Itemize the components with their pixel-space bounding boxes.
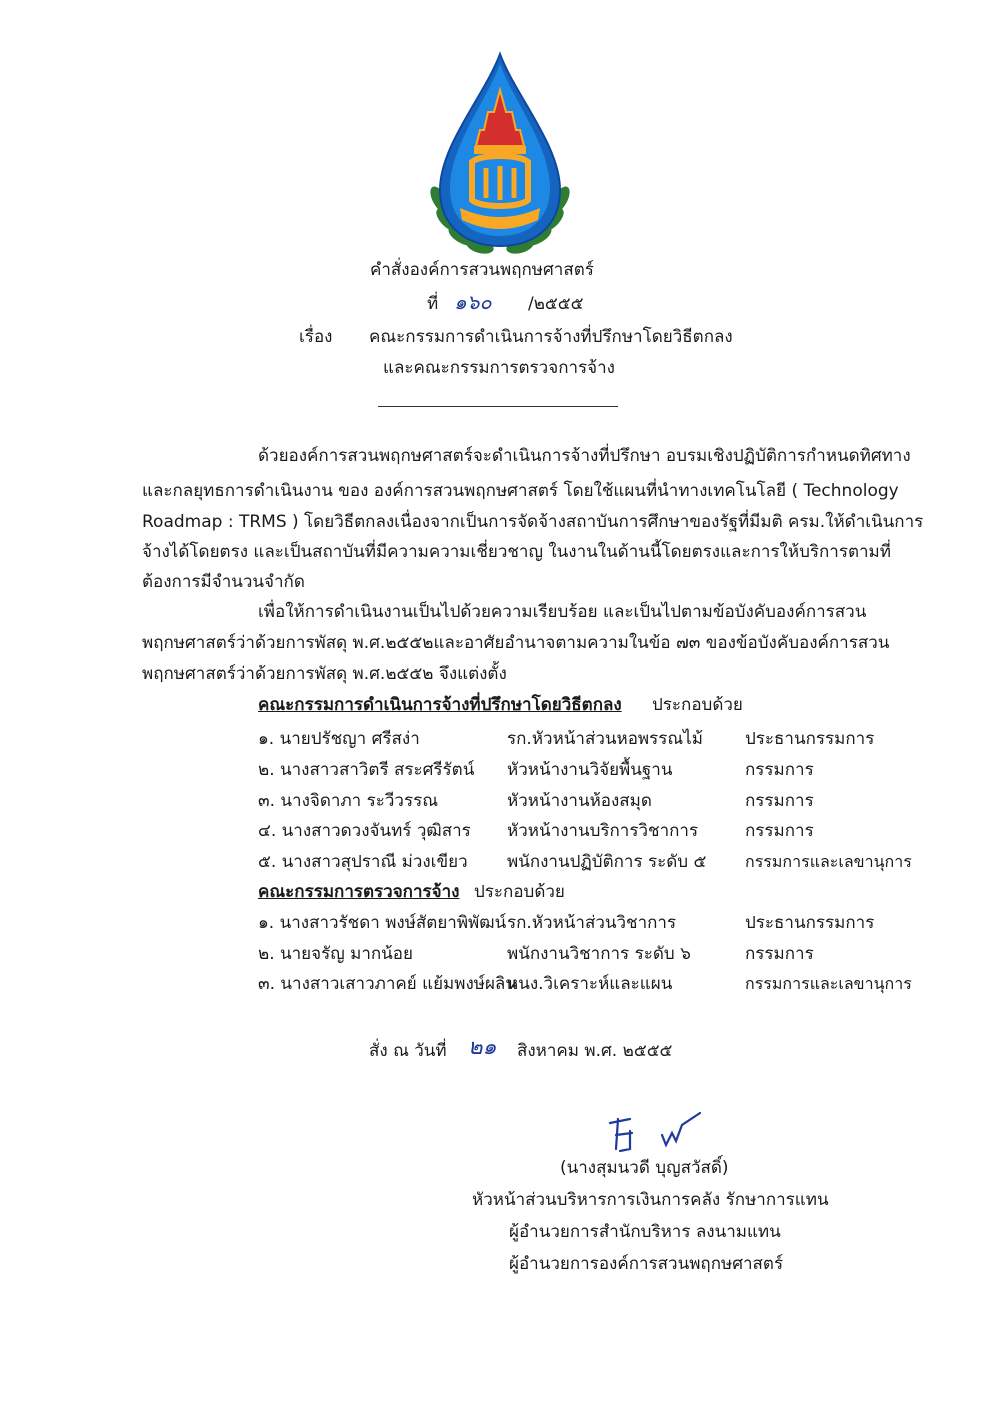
c1-member-3-name: ๓. นางจิดาภา ระวีวรรณ	[258, 791, 438, 811]
para2-line-1: เพื่อให้การดำเนินงานเป็นไปด้วยความเรียบร้อย และเป็นไปตามข้อบังคับองค์การสวน	[258, 602, 867, 622]
c1-member-2-position: หัวหน้างานวิจัยพื้นฐาน	[507, 760, 673, 780]
para1-line-5: ต้องการมีจำนวนจำกัด	[142, 572, 305, 592]
header-divider	[378, 406, 618, 407]
c1-member-5-name: ๕. นางสาวสุปราณี ม่วงเขียว	[258, 852, 468, 872]
subject-label: เรื่อง	[299, 327, 333, 347]
order-number-prefix: ที่	[427, 294, 439, 314]
order-title: คำสั่งองค์การสวนพฤกษศาสตร์	[370, 260, 594, 280]
signer-title-2: ผู้อำนวยการสำนักบริหาร ลงนามแทน	[509, 1222, 781, 1242]
c2-member-3-role: กรรมการและเลขานุการ	[745, 974, 912, 993]
signer-title-1: หัวหน้าส่วนบริหารการเงินการคลัง รักษาการแทน	[472, 1190, 829, 1210]
c1-member-4-role: กรรมการ	[745, 821, 814, 841]
order-number-year: /๒๕๕๕	[528, 294, 584, 314]
c1-member-3-position: หัวหน้างานห้องสมุด	[507, 791, 652, 811]
date-rest: สิงหาคม พ.ศ. ๒๕๕๕	[517, 1041, 673, 1061]
committee2-heading: คณะกรรมการตรวจการจ้าง	[258, 882, 460, 902]
c2-member-2-position: พนักงานวิชาการ ระดับ ๖	[507, 944, 691, 964]
c2-member-1-role: ประธานกรรมการ	[745, 913, 875, 933]
signer-title-3: ผู้อำนวยการองค์การสวนพฤกษศาสตร์	[509, 1254, 784, 1274]
c1-member-4-position: หัวหน้างานบริการวิชาการ	[507, 821, 699, 841]
handwritten-signature	[600, 1105, 710, 1155]
subject-line-2: และคณะกรรมการตรวจการจ้าง	[383, 358, 615, 378]
c2-member-1-name: ๑. นางสาวรัชดา พงษ์สัตยาพิพัฒน์	[258, 913, 507, 933]
para1-line-3: Roadmap : TRMS ) โดยวิธีตกลงเนื่องจากเป็นการจัดจ้างสถาบันการศึกษาของรัฐที่มีมติ ครม.ให้ดำเนินการ	[142, 512, 924, 532]
organization-logo	[420, 50, 580, 260]
c2-member-2-name: ๒. นายจรัญ มากน้อย	[258, 944, 413, 964]
signer-name: (นางสุมนวดี บุญสวัสดิ์)	[560, 1158, 729, 1178]
c1-member-2-role: กรรมการ	[745, 760, 814, 780]
committee1-suffix: ประกอบด้วย	[652, 695, 743, 715]
para1-line-2: และกลยุทธการดำเนินงาน ของ องค์การสวนพฤกษศาสตร์ โดยใช้แผนที่นำทางเทคโนโลยี ( Technology	[142, 481, 899, 501]
c1-member-1-position: รก.หัวหน้าส่วนหอพรรณไม้	[507, 729, 703, 749]
c1-member-4-name: ๔. นางสาวดวงจันทร์ วุฒิสาร	[258, 821, 471, 841]
c1-member-5-role: กรรมการและเลขานุการ	[745, 852, 912, 871]
committee1-heading: คณะกรรมการดำเนินการจ้างที่ปรึกษาโดยวิธีตกลง	[258, 695, 622, 715]
date-day-handwritten: ๒๑	[468, 1035, 497, 1060]
c1-member-2-name: ๒. นางสาวสาวิตรี สระศรีรัตน์	[258, 760, 475, 780]
c2-member-1-position: รก.หัวหน้าส่วนวิชาการ	[507, 913, 677, 933]
c1-member-5-position: พนักงานปฏิบัติการ ระดับ ๕	[507, 852, 707, 872]
c2-member-3-name: ๓. นางสาวเสาวภาคย์ แย้มพงษ์ผลิน	[258, 974, 517, 994]
para1-line-1: ด้วยองค์การสวนพฤกษศาสตร์จะดำเนินการจ้างที่ปรึกษา อบรมเชิงปฏิบัติการกำหนดทิศทาง	[258, 446, 911, 466]
subject-line-1: คณะกรรมการดำเนินการจ้างที่ปรึกษาโดยวิธีตกลง	[369, 327, 733, 347]
c2-member-2-role: กรรมการ	[745, 944, 814, 964]
c1-member-1-role: ประธานกรรมการ	[745, 729, 875, 749]
c1-member-3-role: กรรมการ	[745, 791, 814, 811]
para1-line-4: จ้างได้โดยตรง และเป็นสถาบันที่มีความความเชี่ยวชาญ ในงานในด้านนี้โดยตรงและการให้บริการตามที่	[142, 542, 891, 562]
c1-member-1-name: ๑. นายปรัชญา ศรีสง่า	[258, 729, 420, 749]
date-prefix: สั่ง ณ วันที่	[369, 1041, 447, 1061]
c2-member-3-position: หนง.วิเคราะห์และแผน	[507, 974, 673, 994]
committee2-suffix: ประกอบด้วย	[474, 882, 565, 902]
para2-line-3: พฤกษศาสตร์ว่าด้วยการพัสดุ พ.ศ.๒๕๕๒ จึงแต่งตั้ง	[142, 664, 507, 684]
para2-line-2: พฤกษศาสตร์ว่าด้วยการพัสดุ พ.ศ.๒๕๕๒และอาศัยอำนาจตามความในข้อ ๗๓ ของข้อบังคับองค์การสวน	[142, 633, 890, 653]
order-number-handwritten: ๑๖๐	[454, 290, 492, 314]
